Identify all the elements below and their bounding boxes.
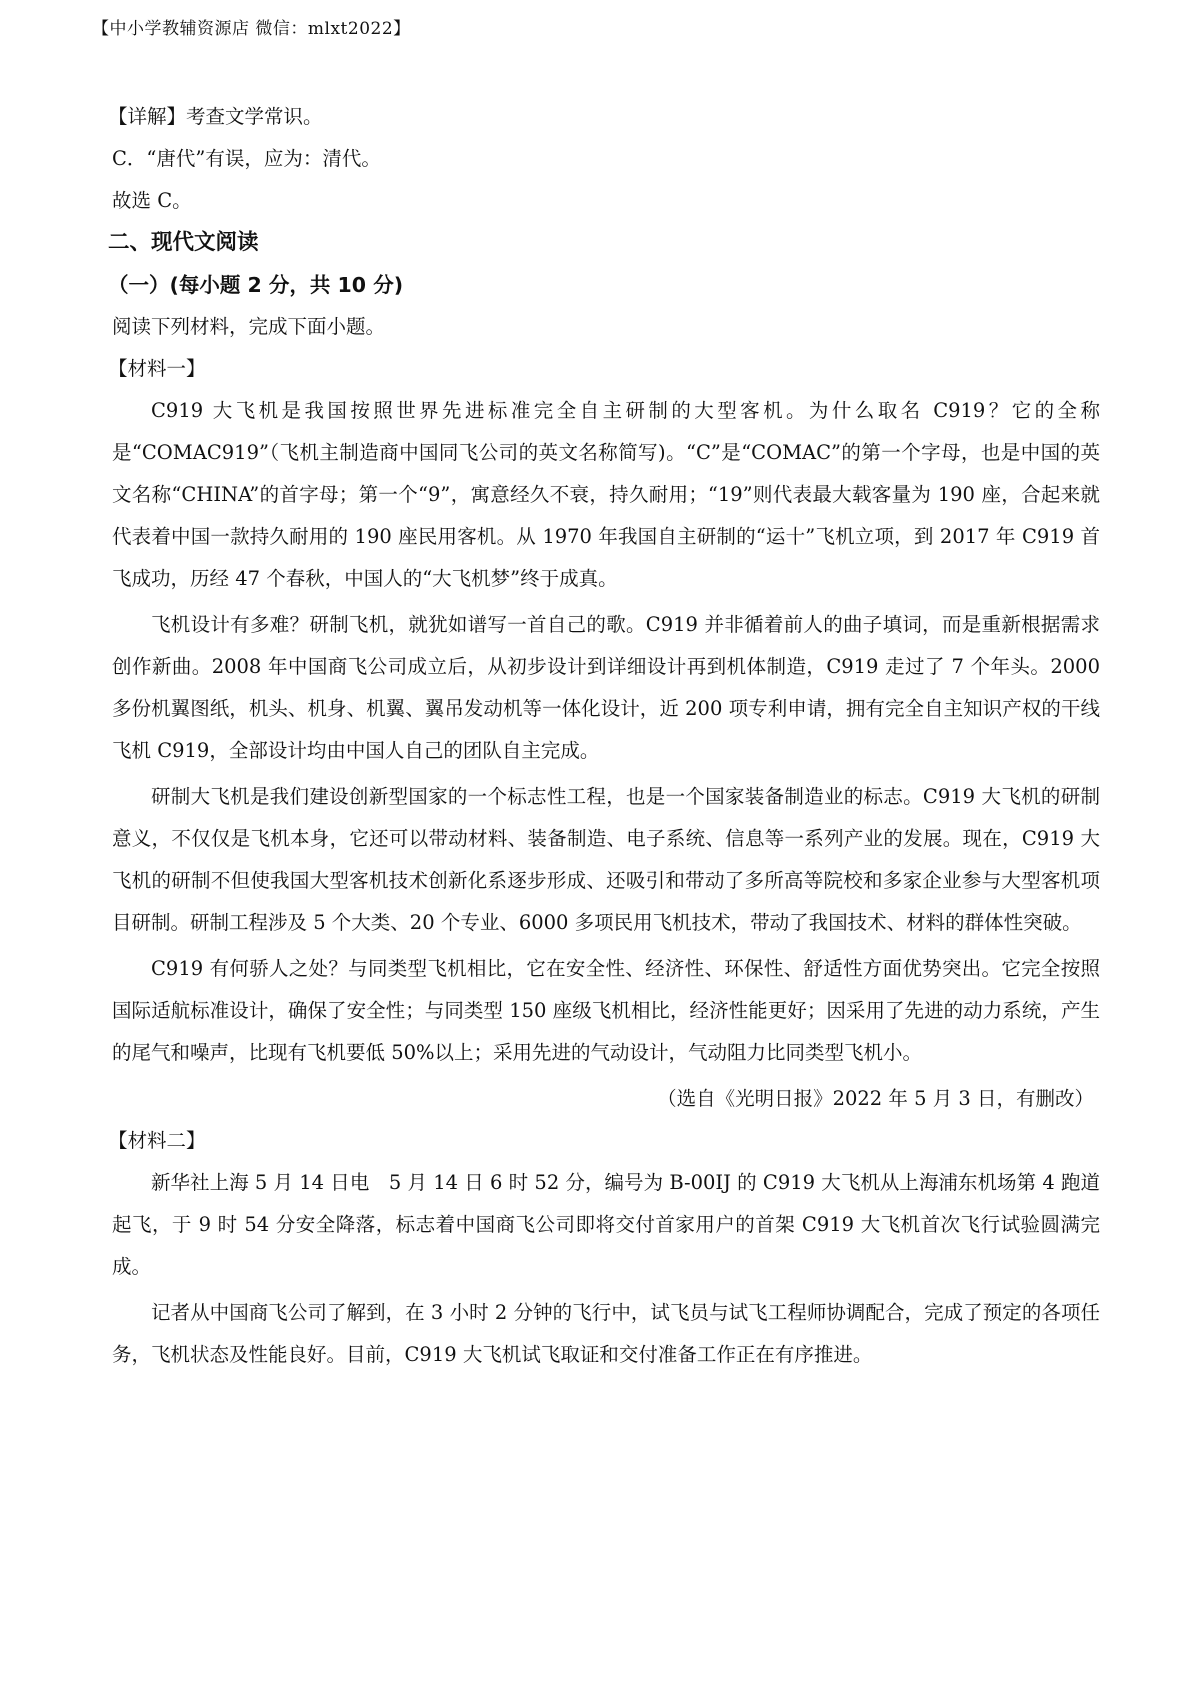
answer-detail: 【详解】考查文学常识。 [108, 105, 323, 128]
material-one-label: 【材料一】 [108, 357, 206, 380]
document-body [108, 96, 1100, 1380]
material-one-paragraph: 飞机设计有多难？研制飞机，就犹如谱写一首自己的歌。C919 并非循着前人的曲子填词，而是重新根据需求创作新曲。2008 年中国商飞公司成立后，从初步设计到详细设计再到机体制造，C919 走过了 7 个年头。2000 多份机翼图纸，机头、机身、机翼、翼吊发动机等一体化设计，近 200 项专利申请，拥有完全自主知识产权的干线飞机 C919，全部设计均由中国人自己的团队自主完成。 [112, 613, 1100, 762]
material-one-source: （选自《光明日报》2022 年 5 月 3 日，有删改） [657, 1087, 1094, 1110]
material-one-paragraph: C919 大飞机是我国按照世界先进标准完全自主研制的大型客机。为什么取名 C919？它的全称是“COMAC919”（飞机主制造商中国同飞公司的英文名称简写)。“C”是“COMAC”的第一个字母，也是中国的英文名称“CHINA”的首字母；第一个“9”，寓意经久不衰，持久耐用；“19”则代表最大载客量为 190 座，合起来就代表着中国一款持久耐用的 190 座民用客机。从 1970 年我国自主研制的“运十”飞机立项，到 2017 年 C919 首飞成功，历经 47 个春秋，中国人的“大飞机梦”终于成真。 [112, 399, 1100, 590]
material-two-label: 【材料二】 [108, 1129, 206, 1152]
page-header: 【中小学教辅资源店 微信：mlxt2022】 [92, 19, 411, 39]
answer-conclusion: 故选 C。 [112, 189, 192, 212]
reading-instruction: 阅读下列材料，完成下面小题。 [112, 315, 386, 338]
material-two-paragraph: 记者从中国商飞公司了解到，在 3 小时 2 分钟的飞行中，试飞员与试飞工程师协调配合，完成了预定的各项任务，飞机状态及性能良好。目前，C919 大飞机试飞取证和交付准备工作正在有序推进。 [112, 1301, 1100, 1366]
material-one-paragraph: 研制大飞机是我们建设创新型国家的一个标志性工程，也是一个国家装备制造业的标志。C919 大飞机的研制意义，不仅仅是飞机本身，它还可以带动材料、装备制造、电子系统、信息等一系列产业的发展。现在，C919 大飞机的研制不但使我国大型客机技术创新化系逐步形成、还吸引和带动了多所高等院校和多家企业参与大型客机项目研制。研制工程涉及 5 个大类、20 个专业、6000 多项民用飞机技术，带动了我国技术、材料的群体性突破。 [112, 785, 1100, 934]
section-subtitle: （一）(每小题 2 分，共 10 分) [108, 273, 404, 297]
section-title: 二、现代文阅读 [108, 230, 259, 255]
material-two-paragraph: 新华社上海 5 月 14 日电 5 月 14 日 6 时 52 分，编号为 B-00IJ 的 C919 大飞机从上海浦东机场第 4 跑道起飞，于 9 时 54 分安全降落，标志着中国商飞公司即将交付首家用户的首架 C919 大飞机首次飞行试验圆满完成。 [112, 1171, 1100, 1278]
material-one-paragraph: C919 有何骄人之处？与同类型飞机相比，它在安全性、经济性、环保性、舒适性方面优势突出。它完全按照国际适航标准设计，确保了安全性；与同类型 150 座级飞机相比，经济性能更好；因采用了先进的动力系统，产生的尾气和噪声，比现有飞机要低 50%以上；采用先进的气动设计，气动阻力比同类型飞机小。 [112, 957, 1100, 1064]
answer-correction: C．“唐代”有误，应为：清代。 [112, 147, 381, 170]
